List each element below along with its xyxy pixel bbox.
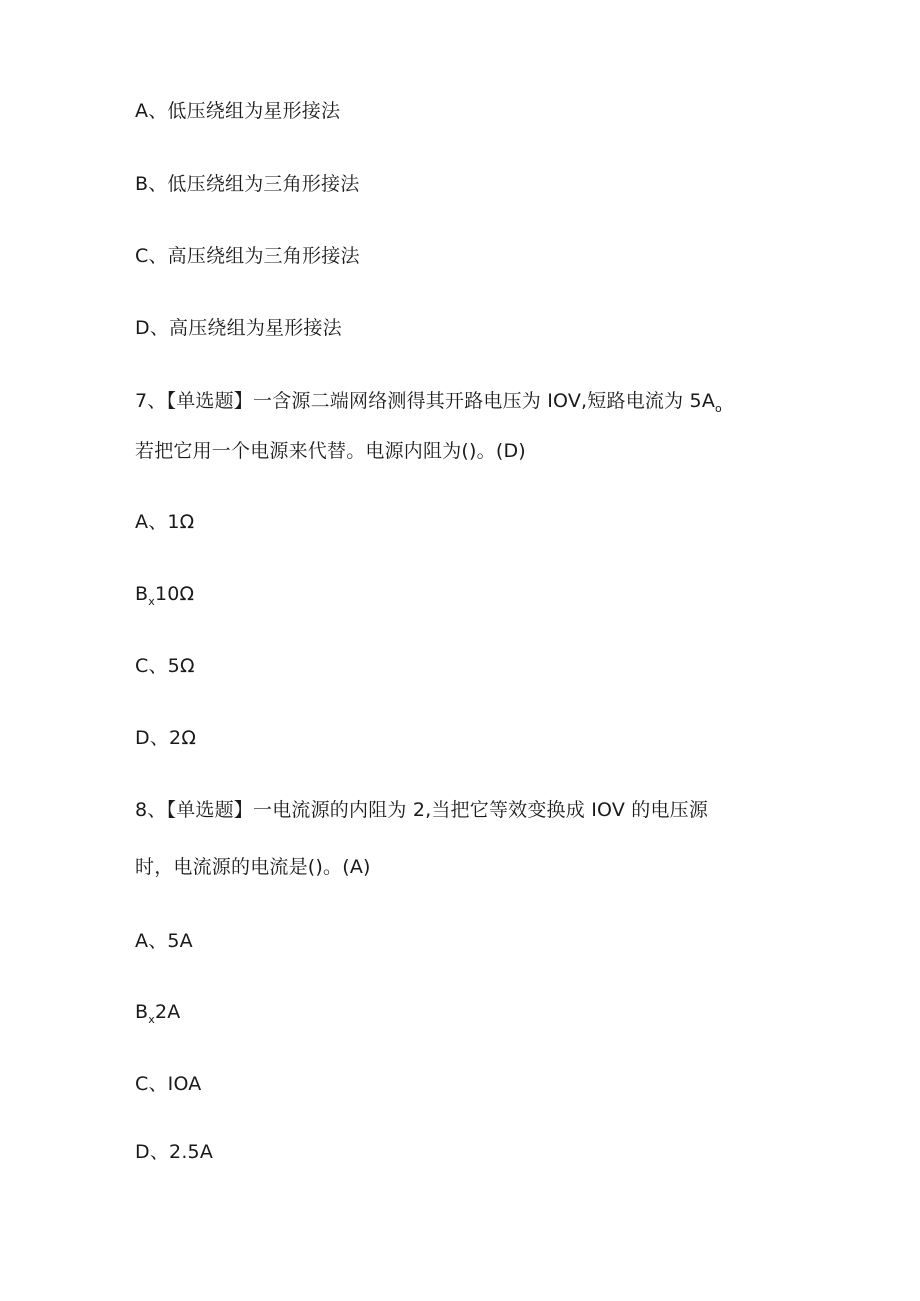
q8-option-b [135, 1000, 180, 1032]
q7-option-b-letter: B [135, 583, 149, 605]
q8-option-c: C、IOA [135, 1073, 202, 1095]
q7-option-a: A、1Ω [135, 511, 195, 533]
q7-option-d: D、2Ω [135, 727, 197, 749]
q8-option-b-letter: B [135, 1001, 149, 1023]
q7-question-line-1 [135, 389, 722, 421]
q8-question-line-1: 8、【单选题】一电流源的内阻为 2,当把它等效变换成 IOV 的电压源 [135, 799, 709, 821]
q6-option-b: B、低压绕组为三角形接法 [135, 173, 360, 195]
q8-question-line-2: 时，电流源的电流是()。(A) [135, 856, 371, 878]
q8-option-b-subscript: x [148, 1013, 155, 1026]
q7-option-b-value: 10Ω [154, 583, 195, 605]
q7-question-text: 7、【单选题】一含源二端网络测得其开路电压为 IOV,短路电流为 5A [135, 390, 716, 412]
q7-option-c: C、5Ω [135, 655, 195, 677]
q6-option-d: D、高压绕组为星形接法 [135, 317, 342, 339]
q7-question-subscript: o [715, 402, 722, 415]
q7-option-b [135, 582, 194, 614]
q7-option-b-subscript: x [148, 595, 155, 608]
q8-option-a: A、5A [135, 930, 193, 952]
q7-question-line-2: 若把它用一个电源来代替。电源内阻为()。(D) [135, 440, 526, 462]
q6-option-c: C、高压绕组为三角形接法 [135, 245, 360, 267]
q8-option-b-value: 2A [154, 1001, 181, 1023]
q6-option-a: A、低压绕组为星形接法 [135, 100, 341, 122]
q8-option-d: D、2.5A [135, 1141, 214, 1163]
